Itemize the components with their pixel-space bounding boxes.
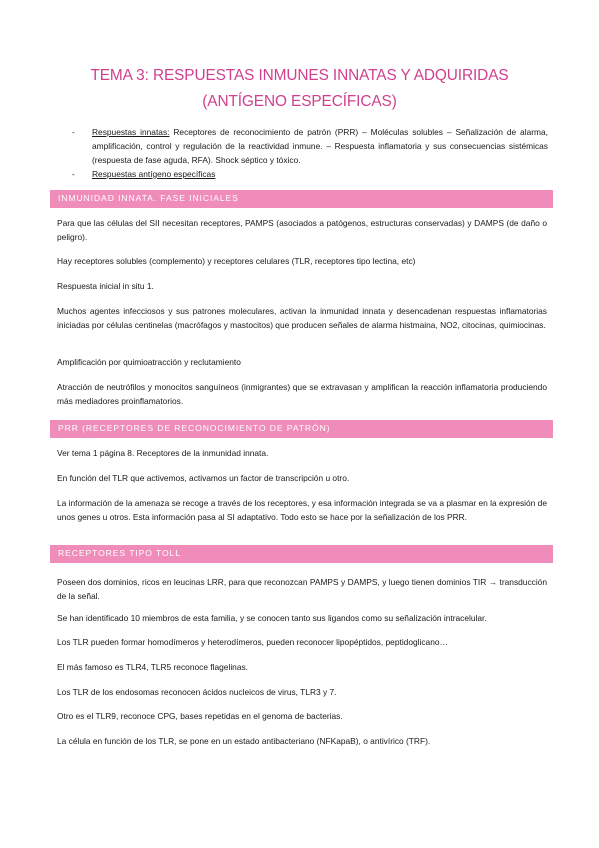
paragraph: Hay receptores solubles (complemento) y receptores celulares (TLR, receptores tipo lectina, etc) — [57, 256, 416, 266]
paragraph: Los TLR pueden formar homodímeros y heterodímeros, pueden reconocer lipopéptidos, peptidoglicano… — [57, 637, 448, 647]
paragraph: Los TLR de los endosomas reconocen ácidos nucleicos de virus, TLR3 y 7. — [57, 687, 337, 697]
paragraph: Poseen dos dominios, ricos en leucinas LRR, para que reconozcan PAMPS y DAMPS, y luego tienen dominios TIR → transducción de la señal. — [57, 577, 547, 601]
page-title — [40, 63, 559, 115]
bullet-item — [72, 167, 548, 181]
paragraph: Ver tema 1 página 8. Receptores de la inmunidad innata. — [57, 448, 269, 458]
section-heading-band — [50, 190, 553, 208]
paragraph: Respuesta inicial in situ 1. — [57, 281, 154, 291]
section-heading: PRR (RECEPTORES DE RECONOCIMIENTO DE PATRÓN) — [58, 423, 331, 433]
paragraph: La célula en función de los TLR, se pone en un estado antibacteriano (NFKapaB), o antivírico (TRF). — [57, 736, 431, 746]
paragraph: Amplificación por quimioatracción y reclutamiento — [57, 357, 241, 367]
paragraph: Para que las células del SII necesitan receptores, PAMPS (asociados a patógenos, estructuras conservadas) y DAMPS (de daño o peligro). — [57, 218, 547, 242]
bullet-dash: - — [72, 127, 75, 137]
paragraph: El más famoso es TLR4, TLR5 reconoce flagelinas. — [57, 662, 249, 672]
page-title-line-2: (ANTÍGENO ESPECÍFICAS) — [202, 93, 397, 110]
paragraph: La información de la amenaza se recoge a través de los receptores, y esa información integrada se va a plasmar en la expresión de unos genes u otros. Esta información pasa al SI adaptativo. Todo esto se hace por la señalización de los PRR. — [57, 498, 547, 522]
paragraph: Atracción de neutrófilos y monocitos sanguíneos (inmigrantes) que se extravasan y amplifican la reacción inflamatoria produciendo más mediadores proinflamatorios. — [57, 382, 547, 406]
bullet-label: Respuestas antígeno específicas — [92, 169, 216, 179]
bullet-text: Receptores de reconocimiento de patrón (PRR) – Moléculas solubles – Señalización de alarma, amplificación, control y regulación de la reactividad inmune. – Respuesta inflamatoria y sus consecuencias sistémicas (respuesta de fase aguda, RFA). Shock séptico y tóxico. — [92, 127, 548, 165]
paragraph: Se han identificado 10 miembros de esta familia, y se conocen tanto sus ligandos como su señalización intracelular. — [57, 613, 487, 623]
page-title-line-1: TEMA 3: RESPUESTAS INMUNES INNATAS Y ADQUIRIDAS — [90, 67, 509, 84]
bullet-item — [72, 125, 548, 167]
paragraph: Muchos agentes infecciosos y sus patrones moleculares, activan la inmunidad innata y desencadenan respuestas inflamatorias iniciadas por células centinelas (macrófagos y mastocitos) que producen señales de alarma histmaina, NO2, citocinas, quimiocinas. — [57, 306, 547, 330]
section-heading: INMUNIDAD INNATA. FASE INICIALES — [58, 193, 239, 203]
bullet-dash: - — [72, 169, 75, 179]
bullet-list — [72, 125, 548, 181]
section-heading-band — [50, 545, 553, 563]
paragraph: Otro es el TLR9, reconoce CPG, bases repetidas en el genoma de bacterias. — [57, 711, 343, 721]
paragraph: En función del TLR que activemos, activamos un factor de transcripción u otro. — [57, 473, 350, 483]
section-heading-band — [50, 420, 553, 438]
section-heading: RECEPTORES TIPO TOLL — [58, 548, 181, 558]
bullet-label: Respuestas innatas: — [92, 127, 170, 137]
